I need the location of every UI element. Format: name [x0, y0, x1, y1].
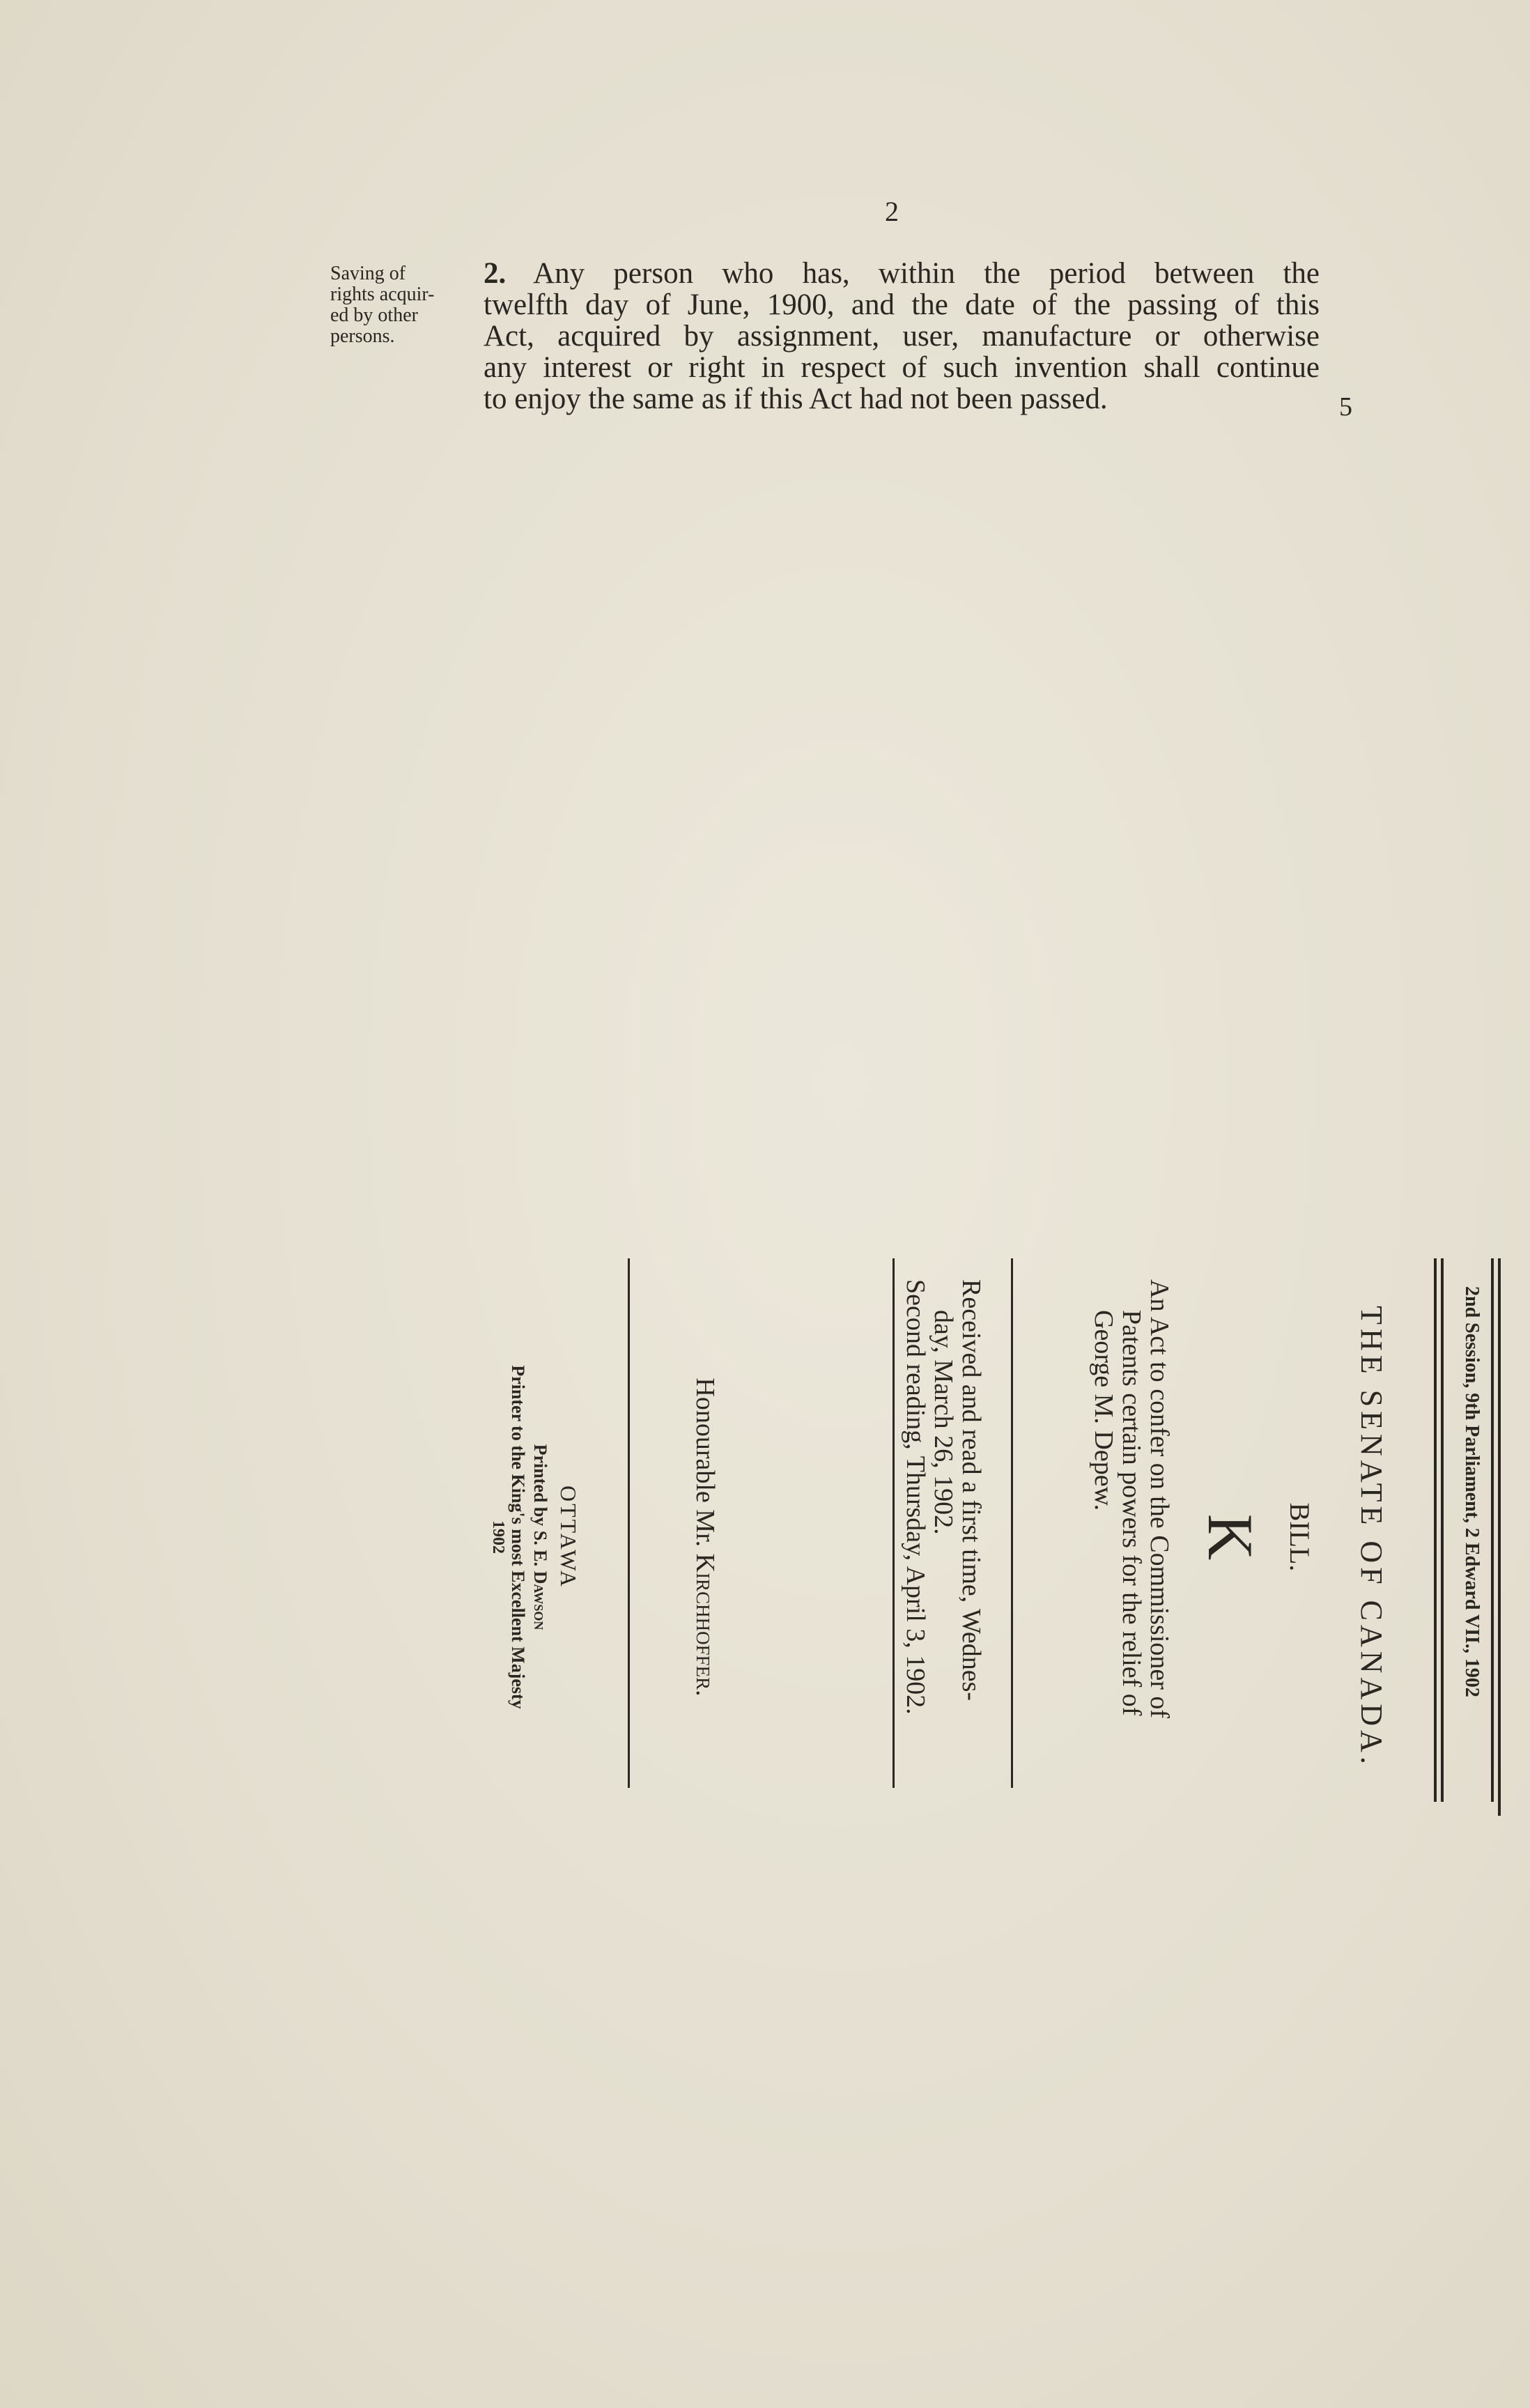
sponsor-rule	[628, 1258, 630, 1788]
margin-note-line: Saving of	[330, 263, 406, 284]
section-line: to enjoy the same as if this Act had not been passed.	[484, 383, 1108, 415]
bill-back-cover	[270, 1258, 1501, 1816]
page-number: 2	[885, 196, 899, 227]
title-rule	[1011, 1258, 1013, 1788]
imprint-place: OTTAWA	[556, 1485, 581, 1589]
bill-title-line: Patents certain powers for the relief of	[1117, 1310, 1146, 1716]
bill-title-line: An Act to confer on the Commissioner of	[1145, 1279, 1174, 1719]
bill-heading: BILL.	[1284, 1502, 1315, 1572]
imprint-printer-title: Printer to the King's most Excellent Majesty	[508, 1365, 528, 1709]
senate-heading: THE SENATE OF CANADA.	[1354, 1306, 1389, 1768]
section-2-text	[484, 258, 1320, 415]
reading-rule	[892, 1258, 895, 1788]
imprint-year: 1902	[489, 1520, 507, 1554]
top-rule-outer	[1498, 1258, 1501, 1816]
section-line: any interest or right in respect of such invention shall continue	[484, 351, 1320, 384]
section-line: 2. Any person who has, within the period between the	[484, 257, 1320, 290]
section-line: Act, acquired by assignment, user, manufacture or otherwise	[484, 320, 1320, 353]
section-number: 2.	[484, 257, 507, 290]
session-line: 2nd Session, 9th Parliament, 2 Edward VII., 1902	[1461, 1286, 1483, 1697]
reading-line: day, March 26, 1902.	[929, 1310, 958, 1535]
bill-letter: K	[1195, 1513, 1266, 1561]
reading-line: Second reading, Thursday, April 3, 1902.	[901, 1279, 930, 1715]
reading-line: Received and read a first time, Wednes-	[957, 1279, 986, 1701]
reading-record	[902, 1279, 985, 1795]
line-number: 5	[1339, 392, 1352, 422]
margin-note-line: rights acquir-	[330, 284, 435, 305]
bill-title-line: George M. Depew.	[1089, 1310, 1118, 1511]
margin-note-line: persons.	[330, 325, 395, 347]
top-rule-inner	[1491, 1258, 1494, 1802]
sponsor-name: Kirchhoffer.	[690, 1553, 720, 1697]
margin-note-line: ed by other	[330, 304, 418, 326]
section-line: twelfth day of June, 1900, and the date of the passing of this	[484, 288, 1320, 321]
session-rule-1	[1441, 1258, 1444, 1802]
imprint-printer: Printed by S. E. Dawson	[530, 1444, 550, 1630]
sponsor-line: Honourable Mr. Kirchhoffer.	[690, 1377, 720, 1697]
session-rule-2	[1434, 1258, 1437, 1802]
margin-note	[330, 263, 470, 347]
bill-title	[1090, 1279, 1173, 1795]
